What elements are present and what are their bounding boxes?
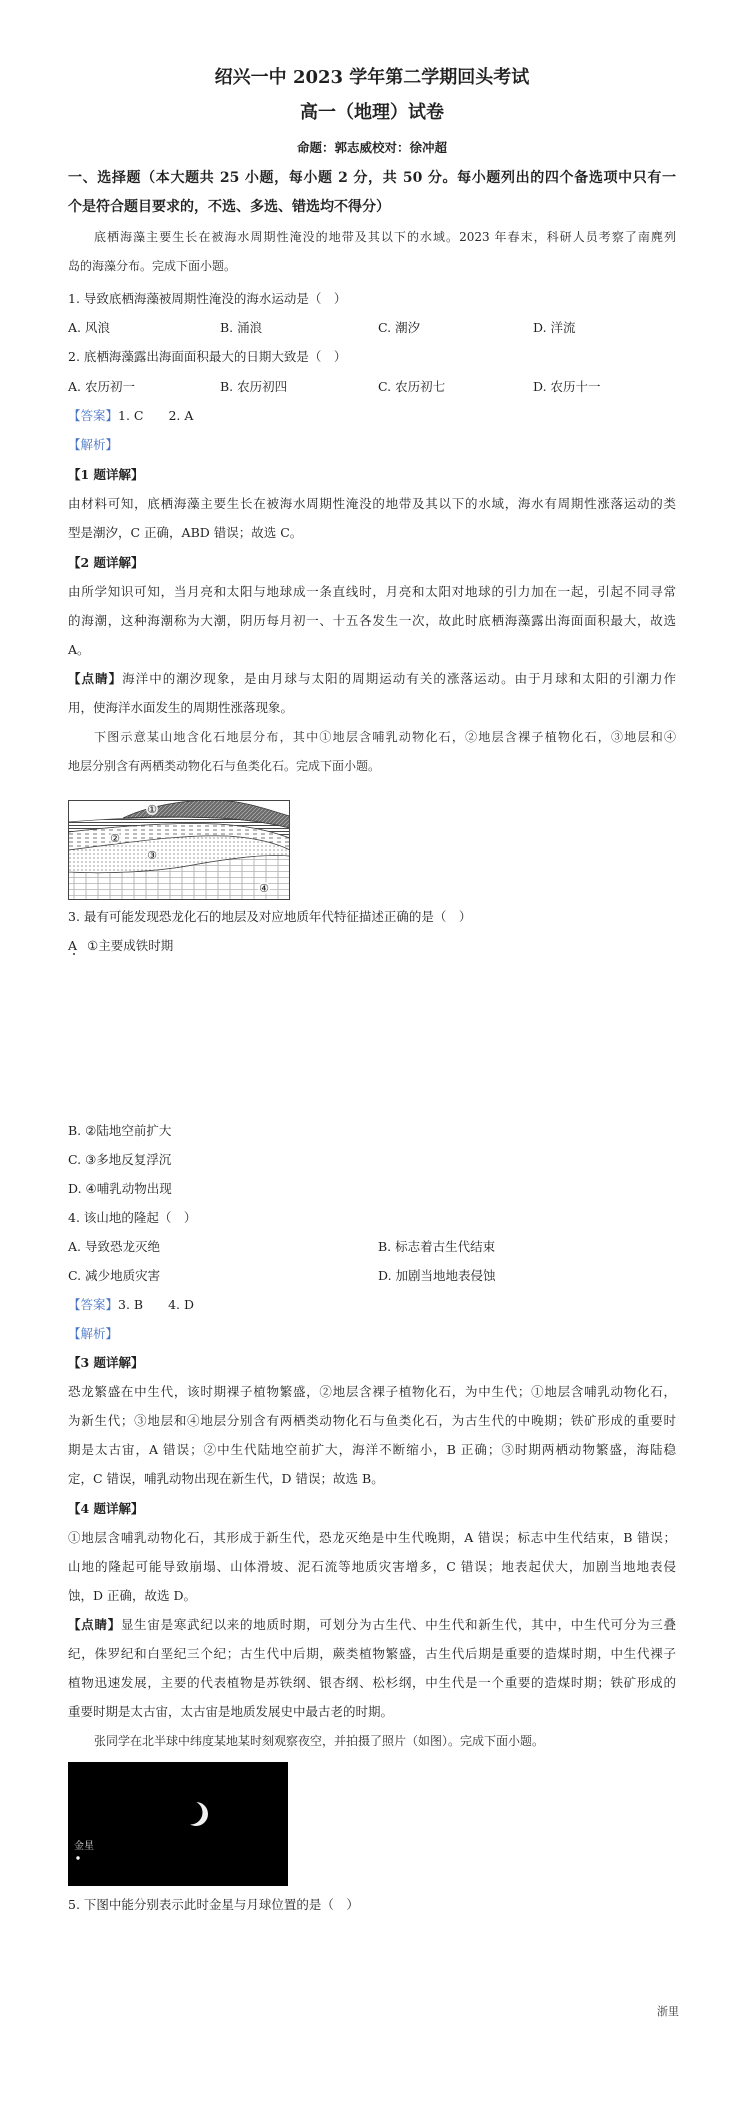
text-line: 的海潮，这种海潮称为大潮，阴历每月初一、十五各发生一次，故此时底栖海藻露出海面面积最大，故选 — [68, 612, 676, 628]
intro-line: 地层分别含有两栖类动物化石与鱼类化石。完成下面小题。 — [68, 758, 381, 773]
option-a: A. 导致恐龙灭绝 — [68, 1238, 160, 1254]
answer-text: 1. C 2. A — [118, 407, 194, 423]
text-line: 重要时期是太古宙，太古宙是地质发展史中最古老的时期。 — [68, 1703, 394, 1719]
tip-2 — [68, 1610, 676, 1726]
answer-label: 【答案】 — [68, 407, 119, 423]
option-letter: A — [68, 937, 78, 953]
section-heading — [68, 164, 676, 222]
stratum-label-1: ① — [147, 803, 157, 816]
detail-1-text — [68, 489, 676, 547]
tip-1 — [68, 664, 676, 722]
option-c: C. 减少地质灾害 — [68, 1267, 161, 1283]
text-line: 由材料可知，底栖海藻主要生长在被海水周期性淹没的地带及其以下的水域，海水有周期性涨落运动的类 — [68, 495, 676, 511]
option-d: D. 加剧当地地表侵蚀 — [378, 1267, 496, 1283]
option-b: B. 标志着古生代结束 — [378, 1238, 496, 1254]
question-1-options — [68, 313, 676, 342]
option-d: D. 农历十一 — [533, 378, 601, 394]
answer-label: 【答案】 — [68, 1296, 119, 1312]
option-b: B. 涌浪 — [220, 319, 263, 335]
detail-3-text — [68, 1377, 676, 1493]
tip-label: 【点睛】 — [68, 670, 123, 686]
text-line: 蚀，D 正确，故选 D。 — [68, 1587, 196, 1603]
group1-intro — [68, 223, 676, 281]
group3-intro — [68, 1727, 676, 1756]
exam-subtitle: 高一（地理）试卷 — [300, 102, 444, 123]
detail-2-text — [68, 577, 676, 664]
question-4-options-row-1 — [68, 1232, 676, 1261]
strata-figure — [68, 800, 290, 900]
answer-text: 3. B 4. D — [118, 1296, 195, 1312]
text-line: 期是太古宙，A 错误；②中生代陆地空前扩大，海洋不断缩小，B 正确；③时期两栖动物繁盛，海陆稳 — [68, 1441, 676, 1457]
text-line: A。 — [68, 641, 90, 657]
text-line: 用，使海洋水面发生的周期性涨落现象。 — [68, 699, 294, 715]
stratum-label-3: ③ — [147, 849, 157, 862]
question-2-stem: 2. 底栖海藻露出海面面积最大的日期大致是（ ） — [68, 348, 347, 364]
question-4-options-row-2 — [68, 1261, 676, 1290]
question-5-stem: 5. 下图中能分别表示此时金星与月球位置的是（ ） — [68, 1896, 359, 1912]
text-line — [68, 664, 676, 693]
question-3-option-d: D. ④哺乳动物出现 — [68, 1180, 172, 1196]
stratum-label-2: ② — [110, 832, 120, 845]
question-4-stem: 4. 该山地的隆起（ ） — [68, 1209, 197, 1225]
detail-4-text — [68, 1523, 676, 1610]
exam-authors: 命题：郭志威校对：徐冲超 — [296, 140, 447, 155]
intro-line: 张同学在北半球中纬度某地某时刻观察夜空，并拍摄了照片（如图）。完成下面小题。 — [94, 1733, 545, 1748]
analysis-label: 【解析】 — [68, 436, 119, 452]
analysis-label: 【解析】 — [68, 1325, 119, 1341]
question-2-options — [68, 372, 676, 401]
option-text: ①主要成铁时期 — [87, 937, 174, 953]
intro-line: 下图示意某山地含化石地层分布，其中①地层含哺乳动物化石，②地层含裸子植物化石，③地层和④ — [94, 729, 676, 744]
option-d: D. 洋流 — [533, 319, 576, 335]
text-line: 由所学知识可知，当月亮和太阳与地球成一条直线时，月亮和太阳对地球的引力加在一起，引起不同寻常 — [68, 583, 676, 599]
question-3-stem: 3. 最有可能发现恐龙化石的地层及对应地质年代特征描述正确的是（ ） — [68, 908, 472, 924]
tip-text: 海洋中的潮汐现象，是由月球与太阳的周期运动有关的涨落运动。由于月球和太阳的引潮力作 — [122, 670, 676, 686]
detail-1-heading: 【1 题详解】 — [68, 466, 144, 482]
text-line: 为新生代；③地层和④地层分别含有两栖类动物化石与鱼类化石，为古生代的中晚期；铁矿形成的重要时 — [68, 1412, 676, 1428]
section-heading-line: 一、选择题（本大题共 25 小题，每小题 2 分，共 50 分。每小题列出的四个备选项中只有一 — [68, 169, 676, 186]
question-3-option-a — [68, 931, 676, 960]
intro-line: 岛的海藻分布。完成下面小题。 — [68, 258, 237, 273]
intro-line: 底栖海藻主要生长在被海水周期性淹没的地带及其以下的水域。2023 年春末，科研人员考察了南麂列 — [94, 229, 676, 244]
option-c: C. 潮汐 — [378, 319, 421, 335]
group2-intro — [68, 723, 676, 781]
question-3-option-b: B. ②陆地空前扩大 — [68, 1122, 172, 1138]
text-line: 型是潮汐，C 正确，ABD 错误；故选 C。 — [68, 524, 303, 540]
stray-dot — [73, 953, 75, 955]
option-c: C. 农历初七 — [378, 378, 446, 394]
option-a: A. 农历初一 — [68, 378, 135, 394]
venus-label: 金星 — [74, 1841, 94, 1852]
strata-diagram — [68, 800, 290, 900]
venus-dot — [76, 1856, 79, 1859]
text-line: ①地层含哺乳动物化石，其形成于新生代，恐龙灭绝是中生代晚期，A 错误；标志中生代结束，B 错误； — [68, 1529, 676, 1545]
detail-4-heading: 【4 题详解】 — [68, 1500, 144, 1516]
text-line: 恐龙繁盛在中生代，该时期裸子植物繁盛，②地层含裸子植物化石，为中生代；①地层含哺乳动物化石， — [68, 1383, 676, 1399]
option-b: B. 农历初四 — [220, 378, 288, 394]
night-sky-photo — [68, 1762, 288, 1886]
text-line — [68, 1610, 676, 1639]
footer-watermark: 浙里 — [657, 2005, 679, 2018]
detail-2-heading: 【2 题详解】 — [68, 554, 144, 570]
exam-title: 绍兴一中 2023 学年第二学期回头考试 — [214, 67, 530, 88]
question-1-stem: 1. 导致底栖海藻被周期性淹没的海水运动是（ ） — [68, 290, 347, 306]
stratum-label-4: ④ — [259, 882, 269, 895]
answer-3-4 — [68, 1290, 676, 1319]
tip-text: 显生宙是寒武纪以来的地质时期，可划分为古生代、中生代和新生代，其中，中生代可分为三叠 — [120, 1616, 676, 1632]
text-line: 纪，侏罗纪和白垩纪三个纪；古生代中后期，蕨类植物繁盛，古生代后期是重要的造煤时期，中生代裸子 — [68, 1645, 676, 1661]
question-3-option-c: C. ③多地反复浮沉 — [68, 1151, 172, 1167]
option-a: A. 风浪 — [68, 319, 110, 335]
night-sky-drawing — [68, 1762, 288, 1886]
text-line: 植物迅速发展，主要的代表植物是苏铁纲、银杏纲、松杉纲，中生代是一个重要的造煤时期；铁矿形成的 — [68, 1674, 676, 1690]
answer-1-2 — [68, 401, 676, 430]
tip-label: 【点睛】 — [68, 1616, 121, 1632]
text-line: 定，C 错误，哺乳动物出现在新生代，D 错误；故选 B。 — [68, 1470, 384, 1486]
text-line: 山地的隆起可能导致崩塌、山体滑坡、泥石流等地质灾害增多，C 错误；地表起伏大，加剧当地地表侵 — [68, 1558, 676, 1574]
section-heading-line: 个是符合题目要求的，不选、多选、错选均不得分） — [68, 198, 390, 215]
detail-3-heading: 【3 题详解】 — [68, 1354, 144, 1370]
